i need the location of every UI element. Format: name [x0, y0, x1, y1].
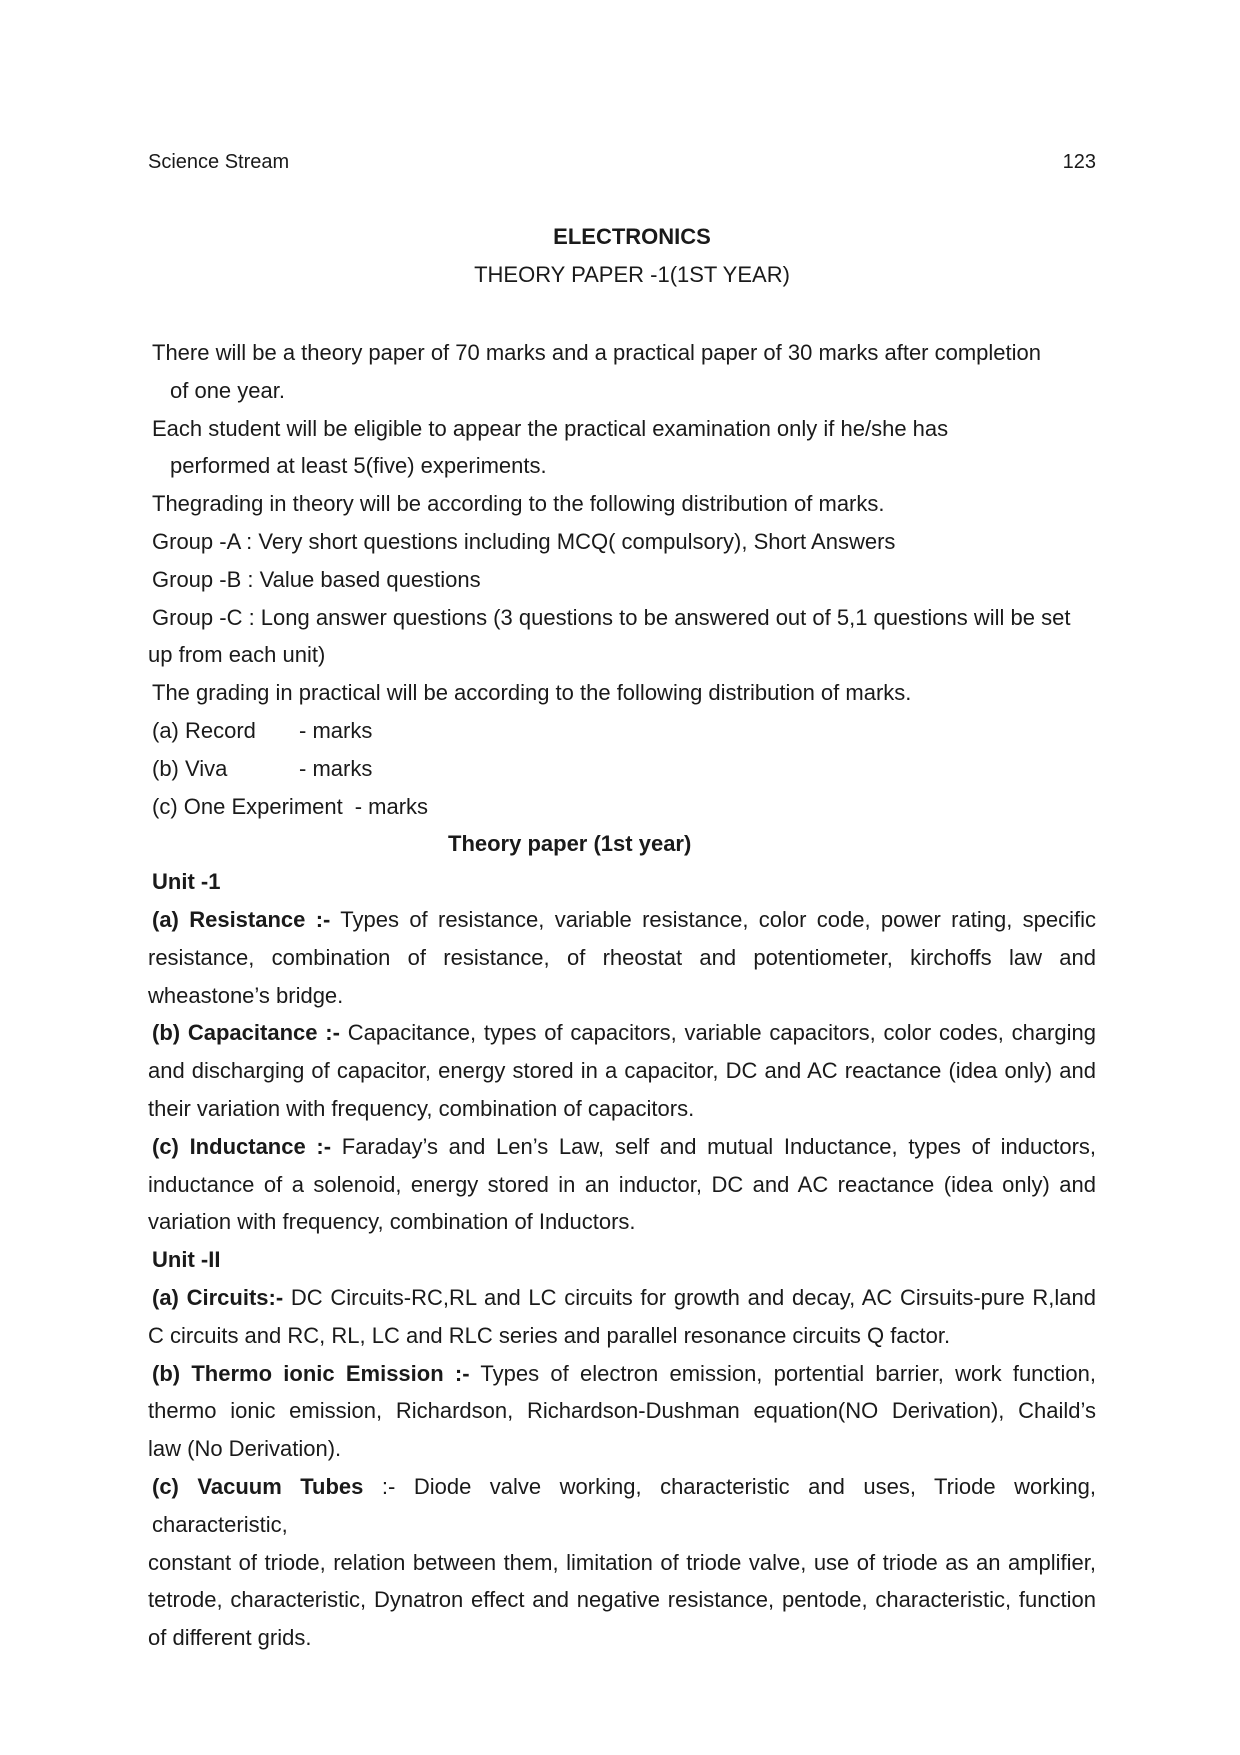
topic-text: :- Diode valve working, characteristic and uses, Triode working, characteristic,: [152, 1473, 1097, 1537]
practical-mark-row: [148, 788, 1096, 826]
topic-heading: (b) Capacitance :-: [152, 1020, 340, 1046]
practical-mark-value: - marks: [354, 793, 429, 819]
group-c-line-1: Group -C : Long answer questions (3 questions to be answered out of 5,1 questions will be set: [152, 604, 1071, 630]
document-subtitle: THEORY PAPER -1(1ST YEAR): [474, 262, 790, 287]
unit-2-topic-a-line-1: [148, 1279, 1096, 1317]
unit-1-title: Unit -1: [152, 869, 221, 895]
unit-1-topic-c-line-1: [148, 1128, 1096, 1166]
practical-mark-label: (a) Record: [152, 717, 256, 743]
topic-heading: (b) Thermo ionic Emission :-: [152, 1360, 470, 1386]
unit-1-topic-a-line-1: [148, 901, 1096, 939]
unit-2-title: Unit -II: [152, 1247, 221, 1273]
document-body: [148, 334, 1096, 1657]
document-title: ELECTRONICS: [553, 224, 711, 249]
unit-1-topic-c-line-2: inductance of a solenoid, energy stored in an inductor, DC and AC reactance (idea only) and: [148, 1171, 1096, 1197]
topic-heading: (c) Vacuum Tubes: [152, 1473, 364, 1499]
topic-heading: (c) Inductance :-: [152, 1133, 332, 1159]
unit-2-topic-b-line-3: law (No Derivation).: [148, 1436, 342, 1462]
theory-grading-note: Thegrading in theory will be according to the following distribution of marks.: [152, 491, 885, 517]
topic-text: Types of resistance, variable resistance, color code, power rating, specific: [330, 906, 1096, 932]
theory-paper-heading: Theory paper (1st year): [448, 831, 692, 857]
intro-paragraph-2-line-2: performed at least 5(five) experiments.: [170, 453, 547, 479]
running-header: [148, 150, 1096, 174]
topic-text: Capacitance, types of capacitors, variable capacitors, color codes, charging: [339, 1020, 1096, 1046]
unit-2-topic-c-line-3: tetrode, characteristic, Dynatron effect and negative resistance, pentode, characteristic, function: [148, 1587, 1096, 1613]
intro-paragraph-1-line-2: of one year.: [170, 377, 285, 403]
topic-heading: (a) Circuits:-: [152, 1284, 284, 1310]
unit-2-topic-b-line-2: thermo ionic emission, Richardson, Richardson-Dushman equation(NO Derivation), Chaild’s: [148, 1398, 1096, 1424]
unit-2-topic-a-line-2: C circuits and RC, RL, LC and RLC series and parallel resonance circuits Q factor.: [148, 1322, 951, 1348]
practical-grading-note: The grading in practical will be according to the following distribution of marks.: [152, 680, 912, 706]
practical-mark-value: - marks: [299, 755, 373, 781]
unit-1-topic-b-line-1: [148, 1014, 1096, 1052]
unit-2-topic-c-line-4: of different grids.: [148, 1625, 312, 1651]
topic-heading: (a) Resistance :-: [152, 906, 331, 932]
group-b-line: Group -B : Value based questions: [152, 566, 481, 592]
unit-2-topic-c-line-2: constant of triode, relation between them, limitation of triode valve, use of triode as an amplifier,: [148, 1549, 1096, 1575]
unit-1-topic-b-line-2: and discharging of capacitor, energy stored in a capacitor, DC and AC reactance (idea only) and: [148, 1058, 1096, 1084]
unit-2-topic-c-line-1: [148, 1468, 1096, 1544]
practical-mark-value: - marks: [299, 717, 373, 743]
running-header-title: Science Stream: [148, 151, 290, 173]
intro-paragraph-1-line-1: There will be a theory paper of 70 marks and a practical paper of 30 marks after completion: [152, 340, 1042, 365]
group-c-line-2: up from each unit): [148, 642, 326, 668]
intro-paragraph-2-line-1: Each student will be eligible to appear the practical examination only if he/she has: [152, 415, 949, 441]
practical-mark-label: (c) One Experiment: [152, 793, 343, 819]
unit-1-topic-c-line-3: variation with frequency, combination of Inductors.: [148, 1209, 636, 1235]
unit-1-topic-b-line-3: their variation with frequency, combination of capacitors.: [148, 1095, 695, 1121]
topic-text: Faraday’s and Len’s Law, self and mutual Inductance, types of inductors,: [331, 1133, 1097, 1159]
unit-1-topic-a-line-3: wheastone’s bridge.: [148, 982, 344, 1008]
practical-mark-row: [148, 712, 1096, 750]
group-a-line: Group -A : Very short questions including MCQ( compulsory), Short Answers: [152, 528, 896, 554]
practical-mark-label: (b) Viva: [152, 755, 228, 781]
unit-2-topic-b-line-1: [148, 1355, 1096, 1393]
page-number: 123: [1062, 151, 1096, 173]
topic-text: Types of electron emission, portential barrier, work function,: [469, 1360, 1097, 1386]
topic-text: DC Circuits-RC,RL and LC circuits for growth and decay, AC Cirsuits-pure R,land: [283, 1284, 1097, 1310]
practical-mark-row: [148, 750, 1096, 788]
unit-1-topic-a-line-2: resistance, combination of resistance, of rheostat and potentiometer, kirchoffs law and: [148, 944, 1096, 970]
